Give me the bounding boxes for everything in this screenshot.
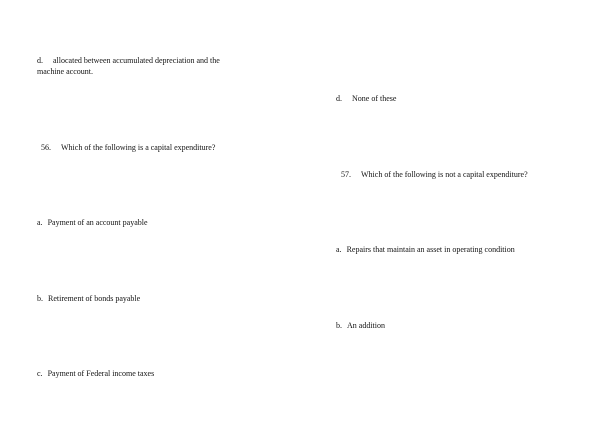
- option-text: Payment of Federal income taxes: [47, 369, 155, 378]
- q56-option-c: [37, 368, 154, 379]
- option-letter: b.: [336, 321, 342, 330]
- option-text: Retirement of bonds payable: [48, 294, 141, 303]
- option-text: Payment of an account payable: [47, 218, 148, 227]
- option-text-line1: allocated between accumulated depreciation and the: [53, 56, 220, 65]
- question-56: [41, 142, 215, 153]
- option-text: An addition: [347, 321, 385, 330]
- prev-question-option-d: [336, 93, 396, 104]
- option-letter: c.: [37, 369, 43, 378]
- option-text-line2: machine account.: [37, 67, 93, 76]
- option-letter: a.: [336, 245, 342, 254]
- question-number: 57.: [341, 170, 351, 179]
- option-text: Repairs that maintain an asset in operating condition: [346, 245, 515, 254]
- option-letter: b.: [37, 294, 43, 303]
- q56-option-b: [37, 293, 140, 304]
- question-text: Which of the following is not a capital expenditure?: [361, 170, 528, 179]
- q55-option-d: [37, 55, 220, 77]
- q57-option-a: [336, 244, 515, 255]
- question-number: 56.: [41, 143, 51, 152]
- option-letter: a.: [37, 218, 43, 227]
- question-57: [341, 169, 528, 180]
- option-text: None of these: [352, 94, 397, 103]
- q56-option-a: [37, 217, 148, 228]
- q57-option-b: [336, 320, 385, 331]
- option-letter: d.: [37, 56, 43, 65]
- question-text: Which of the following is a capital expenditure?: [61, 143, 216, 152]
- option-letter: d.: [336, 94, 342, 103]
